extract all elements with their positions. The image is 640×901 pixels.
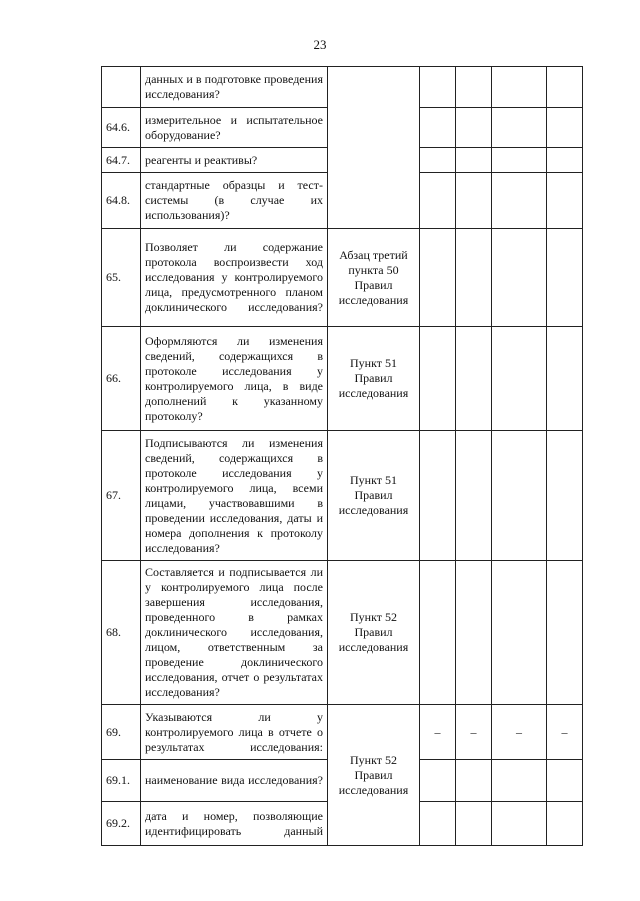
answer-cell-no	[456, 705, 492, 760]
answer-cell-no[interactable]	[456, 67, 492, 108]
answer-cell-na[interactable]	[492, 173, 547, 229]
answer-cell-na[interactable]	[492, 802, 547, 846]
row-number: 66.	[102, 327, 141, 431]
answer-cell-no[interactable]	[456, 431, 492, 561]
answer-cell-note[interactable]	[547, 561, 583, 705]
row-number: 69.	[102, 705, 141, 760]
answer-cell-yes[interactable]	[420, 67, 456, 108]
answer-cell-na[interactable]	[492, 561, 547, 705]
reference-cell	[328, 67, 420, 229]
table-row	[102, 67, 583, 108]
answer-cell-no[interactable]	[456, 561, 492, 705]
dash-mark: –	[434, 724, 441, 739]
row-number: 64.6.	[102, 108, 141, 148]
question-text: Составляется и подписывается ли у контролируемого лица после завершения исследования, проведенного в рамках доклинического исследования, лицом, ответственным за проведение доклинического исследования, отчет о результатах исследования?	[141, 561, 328, 705]
answer-cell-yes[interactable]	[420, 229, 456, 327]
answer-cell-note[interactable]	[547, 760, 583, 802]
question-text: наименование вида исследования?	[141, 760, 328, 802]
answer-cell-note[interactable]	[547, 229, 583, 327]
answer-cell-na[interactable]	[492, 67, 547, 108]
answer-cell-yes[interactable]	[420, 108, 456, 148]
table-row	[102, 705, 583, 760]
answer-cell-no[interactable]	[456, 760, 492, 802]
row-number: 64.8.	[102, 173, 141, 229]
answer-cell-note[interactable]	[547, 108, 583, 148]
answer-cell-yes	[420, 705, 456, 760]
row-number: 69.2.	[102, 802, 141, 846]
page-number: 23	[313, 37, 327, 52]
answer-cell-yes[interactable]	[420, 760, 456, 802]
table-row	[102, 561, 583, 705]
answer-cell-na[interactable]	[492, 229, 547, 327]
answer-cell-note[interactable]	[547, 173, 583, 229]
reference-cell: Пункт 52 Правил исследования	[328, 705, 420, 846]
answer-cell-yes[interactable]	[420, 327, 456, 431]
answer-cell-na[interactable]	[492, 148, 547, 173]
answer-cell-no[interactable]	[456, 802, 492, 846]
row-number: 69.1.	[102, 760, 141, 802]
question-text: дата и номер, позволяющие идентифицировать данный	[141, 802, 328, 846]
answer-cell-no[interactable]	[456, 173, 492, 229]
reference-cell: Абзац третий пункта 50 Правил исследования	[328, 229, 420, 327]
row-number: 68.	[102, 561, 141, 705]
answer-cell-yes[interactable]	[420, 431, 456, 561]
row-number: 65.	[102, 229, 141, 327]
answer-cell-note[interactable]	[547, 431, 583, 561]
dash-mark: –	[516, 724, 522, 739]
answer-cell-yes[interactable]	[420, 173, 456, 229]
question-text: реагенты и реактивы?	[141, 148, 328, 173]
table-row	[102, 431, 583, 561]
reference-cell: Пункт 51 Правил исследования	[328, 431, 420, 561]
row-number	[102, 67, 141, 108]
dash-mark: –	[470, 724, 477, 739]
answer-cell-note[interactable]	[547, 327, 583, 431]
answer-cell-note	[547, 705, 583, 760]
question-text: Подписываются ли изменения сведений, содержащихся в протоколе исследования у контролируемого лица, всеми лицами, участвовавшими в проведении исследования, даты и номера дополнения к протоколу исследования?	[141, 431, 328, 561]
table-row	[102, 229, 583, 327]
answer-cell-na[interactable]	[492, 760, 547, 802]
answer-cell-note[interactable]	[547, 802, 583, 846]
answer-cell-yes[interactable]	[420, 561, 456, 705]
question-text: измерительное и испытательное оборудование?	[141, 108, 328, 148]
row-number: 67.	[102, 431, 141, 561]
row-number: 64.7.	[102, 148, 141, 173]
reference-cell: Пункт 51 Правил исследования	[328, 327, 420, 431]
answer-cell-no[interactable]	[456, 229, 492, 327]
answer-cell-yes[interactable]	[420, 802, 456, 846]
answer-cell-no[interactable]	[456, 148, 492, 173]
answer-cell-na[interactable]	[492, 327, 547, 431]
dash-mark: –	[561, 724, 568, 739]
reference-cell: Пункт 52 Правил исследования	[328, 561, 420, 705]
question-text: стандартные образцы и тест-системы (в случае их использования)?	[141, 173, 328, 229]
question-text: данных и в подготовке проведения исследования?	[141, 67, 328, 108]
answer-cell-no[interactable]	[456, 108, 492, 148]
answer-cell-note[interactable]	[547, 148, 583, 173]
question-text: Указываются ли у контролируемого лица в отчете о результатах исследования:	[141, 705, 328, 760]
table-row	[102, 327, 583, 431]
checklist-table	[101, 66, 583, 846]
answer-cell-no[interactable]	[456, 327, 492, 431]
answer-cell-na	[492, 705, 547, 760]
answer-cell-na[interactable]	[492, 431, 547, 561]
answer-cell-note[interactable]	[547, 67, 583, 108]
answer-cell-na[interactable]	[492, 108, 547, 148]
answer-cell-yes[interactable]	[420, 148, 456, 173]
question-text: Оформляются ли изменения сведений, содержащихся в протоколе исследования у контролируемого лица, в виде дополнений к указанному протоколу?	[141, 327, 328, 431]
question-text: Позволяет ли содержание протокола воспроизвести ход исследования у контролируемого лица, предусмотренного планом доклинического исследования?	[141, 229, 328, 327]
